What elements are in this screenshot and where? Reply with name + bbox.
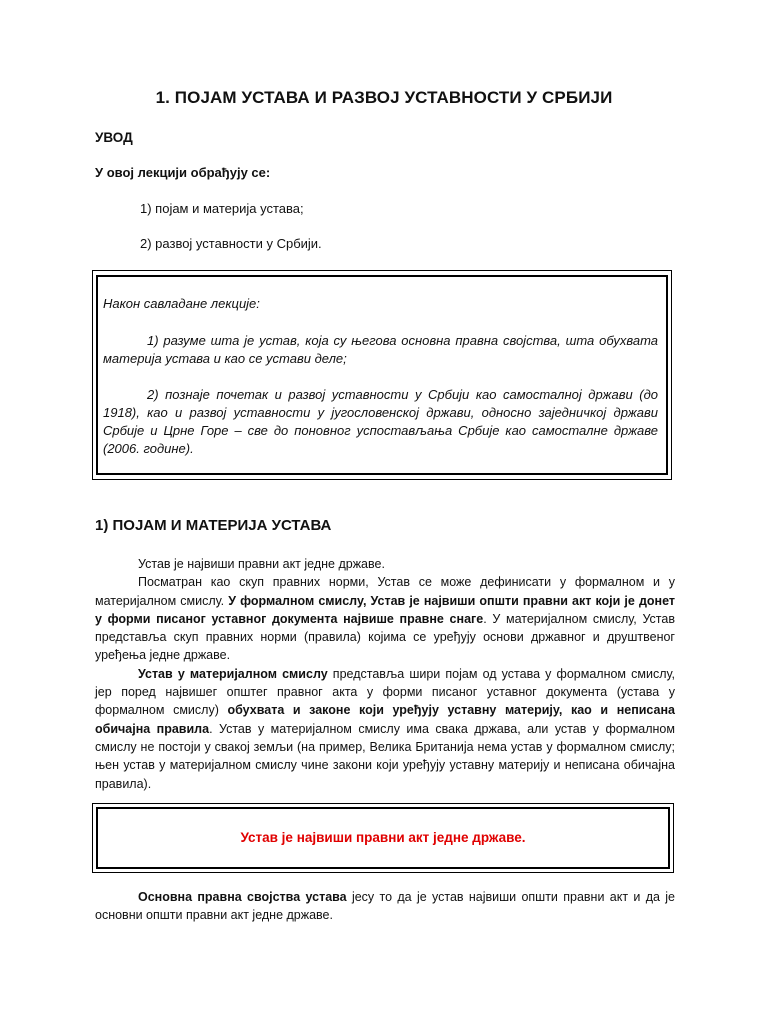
learning-goals-heading: Након савладане лекције: [103,296,260,311]
paragraph-4 [95,888,675,925]
paragraph-3 [95,665,675,793]
paragraph-2-text: Посматран као скуп правних норми, Устав се може дефинисати у формалном и у материјалном смислу. [95,575,675,608]
page-title: 1. ПОЈАМ УСТАВА И РАЗВОЈ УСТАВНОСТИ У СРБИЈИ [155,88,613,107]
paragraph-4-text: јесу то да је устав највиши општи правни акт и да је основни општи правни акт једне државе. [95,890,675,923]
paragraph-1-text: Устав је највиши правни акт једне државе. [138,557,385,571]
paragraph-3-text-end: . Устав у материјалном смислу има свака држава, али устав у формалном смислу не постоји у свакој земљи (на пример, Велика Британија нема устав у формалном смислу; њен устав у материјалном смислу чине закони који уређују уставну материју и неписана обичајна правила). [95,721,675,791]
learning-goal-1 [103,332,658,368]
section-heading-uvod: УВОД [95,130,133,145]
section-heading: 1) ПОЈАМ И МАТЕРИЈА УСТАВА [95,517,332,534]
list-item: 2) развој уставности у Србији. [140,236,322,251]
paragraph-1 [95,555,675,573]
paragraph-3-text: представља шири појам од устава у формалном смислу, јер поред највишег општег правног акта у форми писаног уставног документа (устава у формалном смислу) [95,666,675,718]
intro-text: У овој лекцији обрађују се: [95,165,271,180]
paragraph-3-bold-2: обухвата и законе који уређују уставну материју, као и неписана обичајна правила [95,703,675,736]
paragraph-2 [95,573,675,664]
section-body-2 [95,888,675,925]
highlight-text: Устав је највиши правни акт једне државе. [240,830,526,845]
paragraph-3-bold: Устав у материјалном смислу [138,666,328,681]
list-item: 1) појам и материја устава; [140,201,304,216]
learning-goal-2-text: 2) познаје почетак и развој уставности у Србији као самосталној држави (до 1918), као и развој уставности у југословенској држави, односно заједничкој држави Србије и Црне Горе – све до поновног успостављања Србије као самосталне државе (2006. године). [103,387,658,456]
learning-goal-1-text: 1) разуме шта је устав, која су његова основна правна својства, шта обухвата материја устава и као се устави деле; [103,333,658,366]
paragraph-4-bold: Основна правна својства устава [138,890,347,904]
paragraph-2-text-end: . У материјалном смислу, Устав представља скуп правних норми (правила) којима се уређују основи државног и друштвеног уређења једне државе. [95,611,675,663]
learning-goal-2 [103,386,658,458]
section-body [95,555,675,793]
paragraph-2-bold: У формалном смислу, Устав је највиши општи правни акт који је донет у форми писаног уставног документа највише правне снаге [95,593,675,626]
